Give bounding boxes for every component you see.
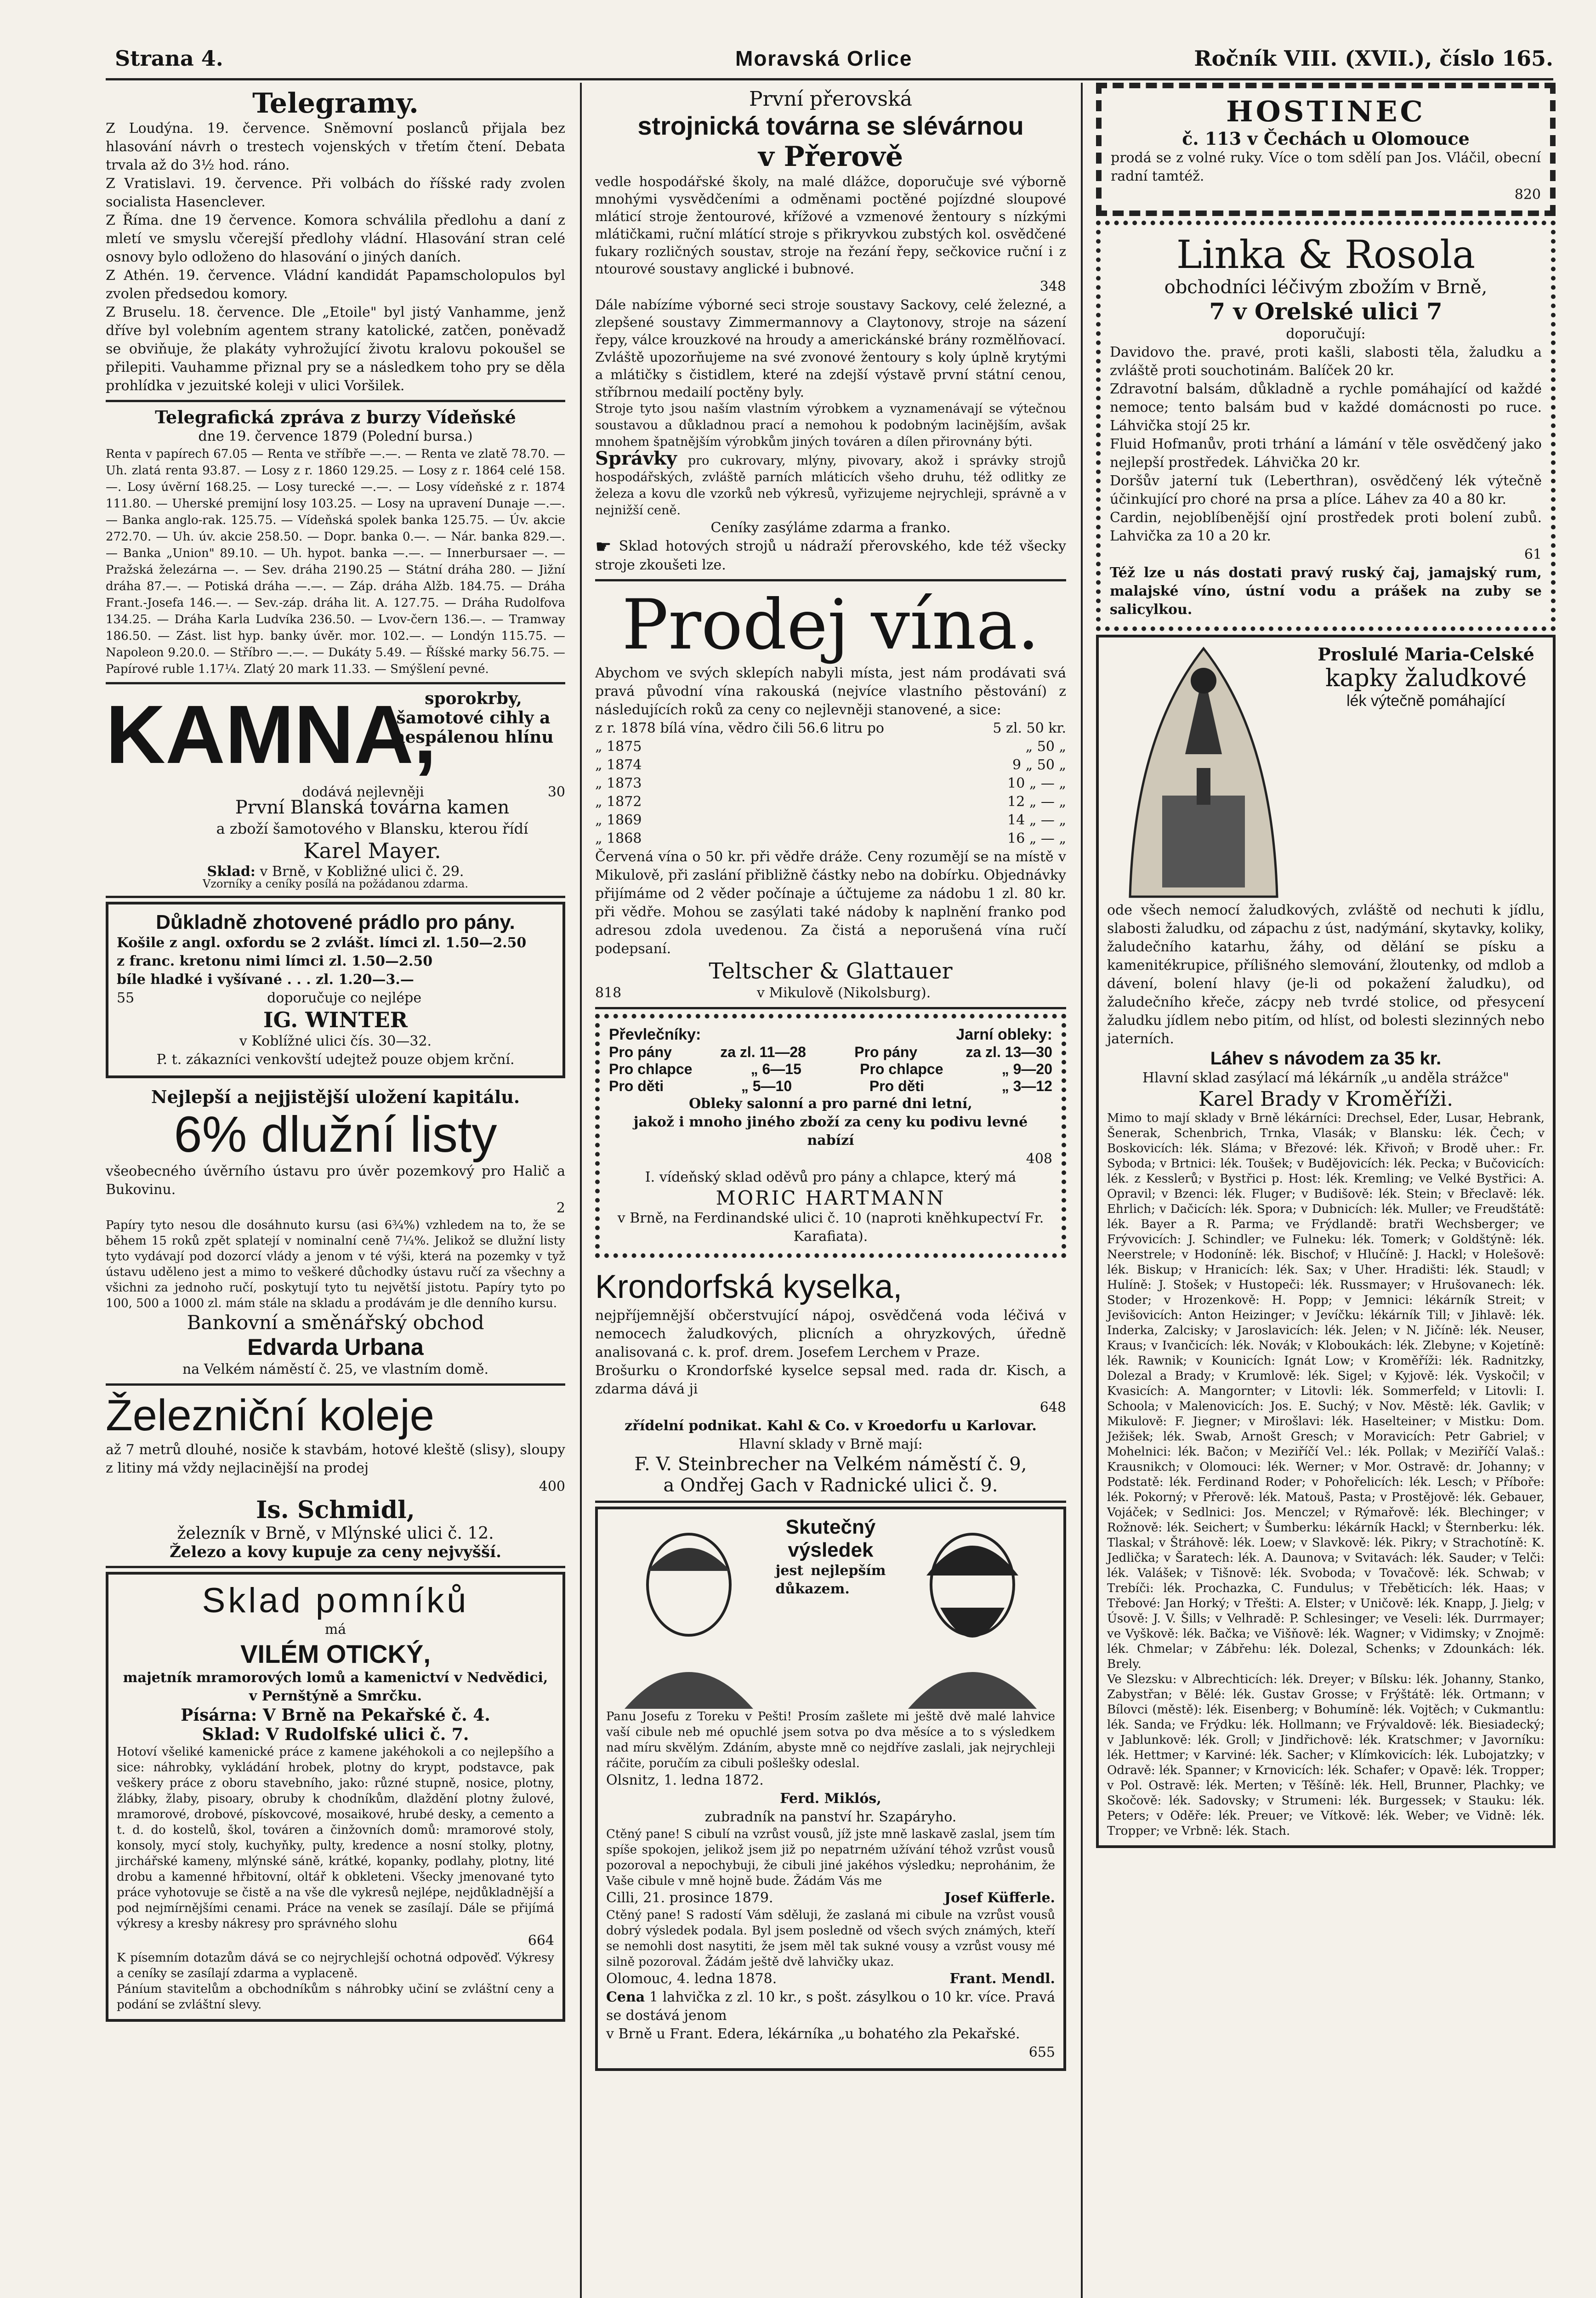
listy-text: Papíry tyto nesou dle dosáhnuto kursu (asi 6¾%) vzhledem na to, že se během 15 roků zpět splatejí v nominalní ceně 7¼%. Jelikož se dlužní listy tyto vydávají pod dozorcí vlády a jenom v té výši, která na pozemky v tyž ústavu uděleno jest a mimo to veškeré důchodky ústavu ručí za všechny a všichni za jednoho ručí, poskytují tyto tu největší jistotu. Papíry tyto po 100, 500 a 1000 zl. mám stále na skladu a prodávám je dle denního kursu.: [106, 1218, 565, 1310]
vino-row-price: 12 „ — „: [1007, 794, 1066, 810]
header-rule: [106, 78, 1553, 80]
kyselka-ad: [595, 1263, 1066, 1503]
telegram-item: Z Bruselu. 18. července. Dle „Etoile" byl jistý Vanhamme, jenž dříve byl volebním agentem strany katolické, zatčen, poněvadž se obviňuje, že plakáty vyhrožující životu kralovu pokoušel se přilepiti. Vauhamme přiznal pry se a následkem toho pry se děla prohlídka v jezuitské koleji v ulici Voršilek.: [106, 304, 565, 394]
pradlo-row: Košile z angl. oxfordu se 2 zvlášt. límci zl. 1.50—2.50: [117, 935, 527, 951]
pomniky-sub: majetník mramorových lomů a kamenictví v Nedvědici, v Pernštýně a Smrčku.: [123, 1670, 548, 1704]
tovarna-text-6: Ceníky zasýláme zdarma a franko.: [710, 520, 951, 536]
vysledek-ad: [595, 1507, 1066, 2071]
kamna-note: Vzorníky a ceníky posílá na požádanou zdarma.: [203, 877, 468, 890]
linka-item: Zdravotní balsám, důkladně a rychle pomáhající od každé nemoce; tento balsám bud v každé domácnosti po ruce. Láhvička stojí 25 kr.: [1110, 381, 1542, 434]
ad-number: 648: [1039, 1399, 1066, 1416]
linka-rec: doporučují:: [1286, 326, 1366, 342]
kapky-price: Láhev s návodem za 35 kr.: [1210, 1048, 1442, 1069]
hartmann-cell: Pro děti: [609, 1078, 664, 1094]
column-1: [106, 83, 565, 2298]
vysledek-text: Panu Josefu z Toreku v Pešti! Prosím zašlete mi ještě dvě malé lahvice vaší cibule neb mé opuchlé jsem sotva po dva měsíce a to s výsledkem nad míru skvělým. Zdáním, abyste mně co nejdříve zaslali, jak nejrychleji ráčite, poručím za cibuli pošlešky odeslal.: [606, 1710, 1055, 1770]
linka-item: Doršův jaterní tuk (Leberthran), osvědčený lék výtečně účinkující pro choré na prsa a plíce. Láhev za 40 a 80 kr.: [1110, 473, 1542, 507]
kyselka-z3: F. V. Steinbrecher na Velkém náměstí č. 9,: [634, 1454, 1027, 1475]
pradlo-ad: [106, 902, 565, 1078]
hartmann-cell: „ 5—10: [741, 1078, 792, 1094]
column-rule-1: [580, 83, 582, 2298]
column-3: [1096, 83, 1556, 2298]
ad-number: 664: [528, 1933, 554, 1949]
kapky-title-1: Proslulé Maria-Celské: [1318, 644, 1534, 665]
column-2: [595, 83, 1066, 2298]
telegramy-title: Telegramy.: [252, 87, 419, 119]
hartmann-firm: MORIC HARTMANN: [716, 1187, 946, 1209]
koleje-big-1: Železniční: [106, 1391, 307, 1440]
telegram-item: Z Říma. dne 19 července. Komora schválila předlohu a daní z mletí ve smyslu včerejší předlohy vládní. Hlasování stran celé osnovy bylo odloženo do hlasování o jiných daních.: [106, 212, 565, 265]
pradlo-rec: doporučuje co nejlépe: [267, 990, 422, 1006]
listy-sub: všeobecného úvěrního ústavu pro úvěr pozemkový pro Halič a Bukovinu.: [106, 1163, 565, 1198]
hartmann-cell: Pro chlapce: [860, 1061, 943, 1077]
kyselka-z2: Hlavní sklady v Brně mají:: [738, 1436, 923, 1452]
listy-ad: [106, 1082, 565, 1386]
kyselka-z1: zřídelní podnikat. Kahl & Co. v Kroedorfu u Karlovar.: [625, 1418, 1037, 1434]
pomniky-text-2: K písemním dotazům dává se co nejrychlejší ochotná odpověď. Výkresy a ceníky se zasílají zdarma a vyplaceně.: [117, 1951, 554, 1980]
hartmann-cell: za zl. 11—28: [720, 1044, 806, 1060]
pomniky-text-3: Páníum stavitelům a obchodníkům s náhrobky učiní se zvláštní ceny a podání se zvláštní slevy.: [117, 1982, 554, 2012]
kapky-title-2: kapky žaludkové: [1325, 665, 1527, 692]
kapky-text: ode všech nemocí žaludkových, zvláště od nechuti k jídlu, slabosti žaludku, od zápachu z úst, nadýmání, skytavky, koliky, žaludečního katarhu, žáhy, od dělání se písku a kamenitékrupice, přílišného slemování, žloutenky, od mdlob a dávení, bolení hlavy (je-li od pokažení žaludku), od žaludečního křeče, zácpy neb tvrdé stolice, od přesycení žaludku jídlem nebo pitím, od hlíst, od bolesti slezinných nebo jaterních.: [1107, 902, 1545, 1047]
kamna-sub: dodává nejlevněji: [302, 784, 424, 800]
koleje-foot: Železo a kovy kupuje za ceny nejvyšší.: [170, 1543, 501, 1561]
pradlo-row: bíle hladké i vyšívané . . . zl. 1.20—3.—: [117, 972, 414, 988]
kamna-sklad-address: v Brně, v Kobližné ulici č. 29.: [260, 864, 464, 880]
spravky-label: Správky: [595, 448, 677, 469]
portrait-after-image: [890, 1516, 1055, 1709]
kapky-title-3: lék výtečně pomáhající: [1346, 692, 1505, 710]
koleje-ad: [106, 1386, 565, 1568]
kamna-big: KAMNA,: [106, 688, 437, 781]
ad-number: 55: [117, 990, 135, 1006]
vysledek-sig-2: Cilli, 21. prosince 1879.: [606, 1890, 773, 1906]
ad-number: 820: [1514, 187, 1541, 203]
vysledek-sig-3: Olomouc, 4. ledna 1878.: [606, 1971, 777, 1987]
listy-big: 6% dlužní listy: [174, 1106, 497, 1163]
vino-firm: Teltscher & Glattauer: [709, 958, 953, 984]
linka-item: Davidovo the. pravé, proti kašli, slabosti těla, žaludku a zvláště proti souchotinám. Balíček 20 kr.: [1110, 344, 1542, 379]
vino-row-year: „ 1874: [595, 757, 642, 773]
vino-address: v Mikulově (Nikolsburg).: [756, 985, 931, 1001]
linka-item: Fluid Hofmanův, proti trhání a lámání v těle osvědčený jako nejlepší prostředek. Láhvička 20 kr.: [1110, 436, 1542, 471]
vino-row-year: „ 1868: [595, 830, 642, 847]
telegram-item: Z Athén. 19. července. Vládní kandidát Papamscholopulos byl zvolen předsedou komory.: [106, 267, 565, 302]
pomniky-sklad: Sklad: V Rudolfské ulici č. 7.: [202, 1725, 469, 1744]
hartmann-cell: za zl. 13—30: [966, 1044, 1052, 1060]
vino-text-2: Červená vína o 50 kr. při vědře dráže. Ceny rozumějí se na místě v Mikulově, při zaslání přibližně částky nebo na dobírku. Objednávky přijímáme od 2 věder počínaje a účtujeme za nádobu 1 zl. 80 kr. při vědře. Mohou se zasýlati také nádoby k naplnění franko pod adresou zdola uvedenou. Za čistá a neporušená vína ručí podepsaní.: [595, 849, 1066, 957]
hartmann-text-3: I. vídeňský sklad oděvů pro pány a chlapce, který má: [645, 1169, 1017, 1185]
vino-row-price: 5 zl. 50 kr.: [993, 720, 1066, 736]
linka-sub: obchodníci léčivým zbožím v Brně,: [1164, 277, 1488, 298]
kyselka-text-2: Brošurku o Krondorfské kyselce sepsal med. rada dr. Kisch, a zdarma dává ji: [595, 1363, 1066, 1397]
kamna-ad: [106, 684, 565, 898]
vysledek-sig-1: Olsnitz, 1. ledna 1872.: [606, 1772, 764, 1788]
vysledek-sub: jest nejlepším důkazem.: [775, 1563, 886, 1597]
hartmann-cell: Pro chlapce: [609, 1061, 693, 1077]
page-number: Strana 4.: [115, 46, 223, 71]
hostinec-ad: [1096, 83, 1556, 216]
vysledek-role-1: zubradník na panství hr. Szapáryho.: [704, 1809, 957, 1825]
pomniky-title: Sklad pomníků: [202, 1581, 469, 1620]
ad-number: 30: [547, 784, 565, 800]
vino-row-price: „ 50 „: [1025, 739, 1066, 755]
kamna-heading: sporokrby, šamotové cihly a nespálenou hlínu: [393, 689, 554, 747]
koleje-firm: Is. Schmidl,: [256, 1496, 415, 1524]
hartmann-cell: „ 3—12: [1001, 1078, 1052, 1094]
hartmann-cell: „ 9—20: [1001, 1061, 1052, 1077]
hartmann-cell: „ 6—15: [750, 1061, 801, 1077]
burse-text: Renta v papírech 67.05 — Renta ve stříbře —.—. — Renta ve zlatě 78.70. — Uh. zlatá renta 93.87. — Losy z r. 1860 129.25. — Losy z r. 1864 celé 158.—. Losy úvěrní 168.25. — Losy turecké —.—. — Losy vídeňské z r. 1874 111.80. — Uherské premijní losy 103.25. — Losy na upravení Dunaje —.—. — Banka anglo-rak. 125.75. — Vídeňská spolek banka 125.75. — Úv. akcie 272.70. — Uh. úv. akcie 258.50. — Dopr. banka 0.—. — Nár. banka 829.—. — Banka „Union" 89.10. — Uh. hypot. banka —.—. — Innerbursaer —. — Pražská železárna —. — Sev. dráha 2190.25 — Státní dráha 280. — Jižní dráha 87.—. — Potiská dráha —.—. — Záp. dráha Alžb. 184.75. — Dráha Frant.-Josefa 146.—. — Sev.-záp. dráha lit. A. 127.75. — Dráha Rudolfova 134.25. — Dráha Karla Ludvíka 236.50. — Lvov-čern 136.—. — Tramway 186.50. — Zást. list hyp. banky úvěr. mor. 102.—. — Londýn 115.75. — Napoleon 9.20.0. — Stříbro —.—. — Dukáty 5.49. — Říšské marky 56.75. — Papírové ruble 1.17¼. Zlatý 20 mark 11.33. — Smýšlení pevné.: [106, 447, 565, 676]
vino-ad: [595, 581, 1066, 1009]
vino-row-price: 9 „ 50 „: [1012, 757, 1066, 773]
column-rule-2: [1081, 83, 1083, 2298]
kapky-ad: [1096, 635, 1556, 1848]
ad-number: 818: [595, 985, 622, 1001]
tovarna-ad: [595, 83, 1066, 581]
vysledek-name-2: Josef Küfferle.: [944, 1890, 1055, 1906]
ad-number: 400: [539, 1479, 565, 1495]
tovarna-text-4: Stroje tyto jsou naším vlastním výrobkem a vyznamenávají se výtečnou soustavou a důkladnou prací a nemohou k podobným lacinějším, avšak mnohem špatnějším výrobkům jiných továren a dílen přirovnány býti.: [595, 402, 1066, 449]
vysledek-text-2: Ctěný pane! S cibulí na vzrůst vousů, jíž jste mně laskavě zaslal, jsem tím spíše spokojen, jelikož jsem již po nepatrném užívání téhož vzrůst vousů pozoroval a nepochybuji, že cibuli jiné jakéhos výsledku; neprohánim, že Vaše cibule v mně hojně bude. Žádám Vás me: [606, 1827, 1055, 1888]
tovarna-text-7: Sklad hotových strojů u nádraží přerovského, kde též všecky stroje zkoušeti lze.: [595, 538, 1066, 573]
ad-number: 61: [1524, 546, 1542, 563]
vino-row-price: 14 „ — „: [1007, 812, 1066, 828]
newspaper-title: Moravská Orlice: [735, 46, 913, 70]
vino-row-year: „ 1875: [595, 739, 642, 755]
pradlo-firm: IG. WINTER: [263, 1007, 408, 1032]
portrait-before-image: [606, 1516, 772, 1709]
listy-firm: Bankovní a směnářský obchod: [187, 1311, 484, 1334]
vino-row-year: „ 1869: [595, 812, 642, 828]
vysledek-cena-label: Cena: [606, 1989, 645, 2005]
kapky-list: Mimo to mají sklady v Brně lékárníci: Drechsel, Eder, Lusar, Hebrank, Šenerak, Schenbrich, Trnka, Vlasák; v Blansku: lék. Čech; v Boskovicích: lék. Sláma; v Březové: lék. Křivoň; v Brodě uher.: Fr. Syboda; v Brtnici: lék. Toušek; v Budějovicích: lék. Pecka; v Bučovicích: lék. z Kesslerů; v Bystřici p. Host: lék. Kremling; ve Velké Bystřici: A. Opravil; v Bzenci: lék. Fluger; v Budišově: lék. Stein; v Břeclavě: lék. Ehrlich; v Dačicích: lék. Spora; v Dubnicích: lék. Muller; ve Freudštátě: lék. Bayer a R. Parma; ve Frýdlandě: bratři Wechsberger; ve Frývovicích: J. Schindler; ve Fulneku: lék. Tomerk; v Goldštýně: lék. Neerstrele; v Hodoníně: lék. Bischof; v Hlučíně: J. Hackl; v Holešově: lék. Biskup; v Hranicích: lék. Sax; v Uher. Hradišti: lék. Staudl; v Hulíně: J. Stošek; v Hustopeči: lék. Russmayer; v Hrušovanech: lék. Stoder; v Hrozenkově: H. Popp; v Jemnici: lékárník Streit; v Jevišovicích: Anton Heizinger; v Jevíčku: lékárník Till; v Jihlavě: lék. Inderka, Zalcisky; v Jaroslavicích: lék. Jelen; v N. Jičíně: lék. Neuser, Kraus; v Ivančicích: lék. Novák; v Kloboukách: lék. Zlebyne; v Kojetíně: lék. Rawnik; v Kounicích: Ignát Low; v Kroměříži: lék. Radnitzky, Dolezal a Brady; v Krumlově: lék. Sigel; v Kyjově: lék. Vyskočil; v Kvasicích: A. Mangornter; v Litovli: lék. Sommerfeld; v Litovli: I. Schoola; v Malenovicích: Jos. E. Suchý; v Nov. Městě: lék. Gavlik; v Mikulově: F. Jiegner; v Mirošlavi: lék. Haselteiner; v Mistku: Dom. Ježišek; lék. Swab, Arnošt Gresch; v Moravicích: Petr Gabriel; v Mohelnici: lék. Bačon; v Meziříčí Vel.: lék. Pollak; v Meziříčí Valaš.: Krausnikch; v Olomouci: lék. Werner; v Mor. Ostravě: dr. Johanny; v Podstatě: lék. Ferdinand Roder; v Pohořelicích: lék. Lesch; v Příboře: lék. Pokorný; v Přerově: lék. Matouš, Pasta; v Prostějově: lék. Gebauer, Vojáček; v Sedlnici: Jos. Menczel; v Rýmařově: lék. Blechinger; v Rožnově: lék. Seichert; v Šumberku: lékárník Hackl; v Šternberku: lék. Tlaskal; v Štráhově: lék. Loew; v Slavkově: lék. Pikry; v Strachotíně: K. Jedlička; v Šaratech: lék. A. Daunova; v Svitavách: lék. Sauder; v Telči: lék. Valášek; v Tišnově: lék. Svoboda; v Tovačově: lék. Schwab; v Trebíči: lék. Prochazka, C. Fundulus; v Třeběticích: lék. Haas; v Třebové: Jan Horký; v Třešti: A. Elster; v Uničově: lék. Knapp, J. Jielg; v Úsově: J. V. Šills; v Velhradě: P. Schlesinger; ve Veseli: lék. Durrmayer; ve Vyškově: lék. Bačka; ve Višňově: lék. Wagner; v Vidimsky; v Znojmě: lék. Chmelar; v Zábřehu: lék. Dolezal, Schenks; v Zdounkách: lék. Brely.: [1107, 1111, 1545, 1671]
hartmann-cell: Pro pány: [854, 1044, 918, 1060]
kamna-owner: Karel Mayer.: [303, 838, 441, 863]
tovarna-text-2: Dále nabízíme výborné seci stroje soustavy Sackovy, celé železné, a zlepšené soustavy Zimmermannovy a Claytonovy, stroje na sázení řepy, válce krouzkové na hroudy a americkánské brány rozmělňovací.: [595, 297, 1066, 347]
hartmann-header-1: Převlečníky:: [609, 1026, 701, 1043]
vino-row-year: „ 1873: [595, 775, 642, 791]
telegram-item: Z Vratislavi. 19. července. Při volbách do říšské rady zvolen socialista Hasenclever.: [106, 176, 565, 210]
burse-date: dne 19. července 1879 (Polední bursa.): [198, 428, 473, 444]
telegramy-section: [106, 83, 565, 402]
kyselka-text: nejpříjemnější občerstvující nápoj, osvědčená voda léčivá v nemocech žaludkových, plicních a ohryzkových, úředně analisovaná c. k. prof. drem. Josefem Lerchem v Praze.: [595, 1308, 1066, 1360]
pomniky-ma: má: [324, 1621, 346, 1638]
tovarna-title: strojnická továrna se slévárnou: [637, 111, 1024, 140]
hartmann-text-2: jakož i mnoho jiného zboží za ceny ku podivu levné nabízí: [633, 1114, 1028, 1149]
vysledek-name-1: Ferd. Miklós,: [780, 1791, 881, 1807]
tovarna-text: vedle hospodářské školy, na malé dlážce, doporučuje své výborně mnohými vysvědčeními a odměnami poctěné pojízdné sloupové mláticí stroje žentourové, křížové a vzmenové žentoury s nízkými mlátičkami, ruční mlátící stroje s přikryvkou zubstých kol. osvědčené fukary rozličných soustav, stroje na řezání řepy, sečkovice ruční i z ntourové soustavy anglické i bubnové.: [595, 174, 1066, 277]
kapky-list-2: Ve Slezsku: v Albrechticích: lék. Dreyer; v Bílsku: lék. Johanny, Stanko, Zabystřan; v Bělé: lék. Gustav Grosse; v Frýštátě: lék. Ortmann; v Bílovci (městě): lék. Eisenberg; v Bohumíně: lék. Vojtěch; v Cukmantlu: lék. Sanda; ve Frýdku: lék. Hollmann; ve Frývaldově: lék. Biesiadecký; v Jablunkově: lék. Groll; v Jindřichově: lék. Kratschmer; v Javorníku: lék. Hettmer; v Karviné: lék. Sacher; v Klímkovicích: lék. Lubojatzky; v Odravě: lék. Spanner; v Krnovicích: lék. Schafer; v Opavě: lék. Tropper; v Pol. Ostravě: lék. Merten; v Těšíně: lék. Hell, Brunner, Plachky; ve Skočově: lék. Sadovsky; v Strumeni: lék. Burgessek; v Stauku: lék. Peters; v Oděře: lék. Preuer; ve Vítkově: lék. Weber; ve Vidně: lék. Tropper; ve Vrbně: lék. Stach.: [1107, 1672, 1545, 1838]
linka-foot: Též lze u nás dostati pravý ruský čaj, jamajský rum, malajské víno, ústní vodu a prášek na zuby se salicylkou.: [1110, 565, 1542, 618]
pointing-hand-icon: ☛: [595, 536, 612, 557]
ad-number: 348: [1039, 279, 1066, 295]
pomniky-ad: [106, 1572, 565, 2022]
vysledek-text-3: Ctěný pane! S radostí Vám sděluji, že zaslaná mi cibule na vzrůst vousů dobrý výsledek podala. Byl jsem posledně od všech svých známých, kteří se nemohli dost nasytiti, že jsem měl tak sukné vousy a vzrůst vousy mé silně pozoroval. Žádám ještě dvě lahvičky ukaz.: [606, 1908, 1055, 1969]
pradlo-title: Důkladně zhotovené prádlo pro pány.: [156, 911, 515, 933]
hartmann-text-1: Obleky salonní a pro parné dni letní,: [689, 1096, 972, 1112]
koleje-big-2: koleje: [319, 1391, 435, 1440]
tovarna-city: v Přerově: [758, 141, 903, 173]
kyselka-z4: a Ondřej Gach v Radnické ulici č. 9.: [663, 1475, 998, 1496]
hostinec-title: HOSTINEC: [1226, 95, 1426, 128]
koleje-text: až 7 metrů dlouhé, nosiče k stavbám, hotové kleště (slisy), sloupy z litiny má vždy nejlacinější na prodej: [106, 1442, 565, 1476]
vino-text: Abychom ve svých sklepích nabyli místa, jest nám prodávati svá pravá původní vína rakouská (nejvíce vlastního pěstování) z následujících roků za ceny co nejlevněji stanovené, a sice:: [595, 665, 1066, 718]
listy-address: na Velkém náměstí č. 25, ve vlastním domě.: [182, 1361, 489, 1377]
pradlo-row: z franc. kretonu nimi límci zl. 1.50—2.50: [117, 953, 433, 969]
volume-number: Ročník VIII. (XVII.), číslo 165.: [1194, 46, 1553, 71]
page-header: [106, 37, 1553, 78]
tovarna-text-5: pro cukrovary, mlýny, pivovary, akož i správky strojů hospodářských, zvláště parních mláticích všeho druhu, též odlitky ze železa a kovu dle vzorků neb výkresů, vyřizujeme nejrychleji, správně a v nejnižší ceně.: [595, 454, 1066, 518]
linka-item: Cardin, nejoblíbenější ojní prostředek proti bolení zubů. Lahvička za 10 a 20 kr.: [1110, 510, 1542, 544]
hartmann-cell: Pro děti: [869, 1078, 924, 1094]
kamna-firm2: a zboží šamotového v Blansku, kterou řídí: [216, 820, 528, 837]
kamna-firm: První Blanská továrna kamen: [235, 797, 510, 818]
vino-row-price: 10 „ — „: [1007, 775, 1066, 791]
vysledek-name-3: Frant. Mendl.: [949, 1971, 1055, 1987]
linka-address: 7 v Orelské ulici 7: [1209, 298, 1443, 325]
madonna-church-image: [1107, 644, 1300, 901]
koleje-address: železník v Brně, v Mlýnské ulici č. 12.: [177, 1524, 494, 1543]
vino-title: Prodej vína.: [622, 585, 1039, 665]
vysledek-text-4: 1 lahvička z zl. 10 kr., s pošt. zásylkou o 10 kr. více. Pravá se dostává jenom: [606, 1989, 1055, 2024]
linka-ad: [1096, 221, 1556, 631]
tovarna-text-3: Zvláště upozorňujeme na své zvonové žentoury s koly úplně krytými a mlátičky s čistidlem, které na zdejší výstavě první státní cenou, stříbrnou medailí poctěny byly.: [595, 349, 1066, 400]
ad-number: 655: [1028, 2044, 1055, 2060]
kamna-sklad-label: Sklad:: [207, 864, 256, 880]
hartmann-address: v Brně, na Ferdinandské ulici č. 10 (naproti kněhkupectví Fr. Karafiata).: [617, 1210, 1044, 1245]
kyselka-big: Krondorfská kyselka,: [595, 1268, 903, 1305]
pomniky-pisarna: Písárna: V Brně na Pekařské č. 4.: [181, 1706, 490, 1725]
vino-row-year: „ 1872: [595, 794, 642, 810]
kapky-hlavni-sklad: Hlavní sklad zasýlací má lékárník „u anděla strážce": [1142, 1070, 1509, 1086]
listy-title: Nejlepší a nejjistější uložení kapitálu.: [151, 1086, 520, 1107]
hartmann-ad: [595, 1014, 1066, 1258]
pradlo-address: v Koblížné ulici čís. 30—32.: [239, 1033, 432, 1049]
listy-owner: Edvarda Urbana: [247, 1334, 424, 1360]
vino-row-year: z r. 1878 bílá vína, vědro čili 56.6 litru po: [595, 720, 884, 736]
burse-section: [106, 402, 565, 684]
tovarna-pre: První přerovská: [749, 87, 912, 111]
hartmann-header-2: Jarní obleky:: [956, 1026, 1052, 1043]
vysledek-title: Skutečný výsledek: [785, 1516, 876, 1561]
pomniky-text: Hotoví všeliké kamenické práce z kamene jakéhokoli a co nejlepšího a sice: náhrobky, vykládání hrobek, plotny do krypt, podstavce, pak veškery práce z oboru stavebního, jako: různé stupně, nosice, plotny, žlábky, žlaby, pisoary, obruby k chodníkům, dlaždění plotny žulové, mramorové, drobové, pískovcové, mosaikové, hrubé desky, a cemento a t. d. do kostelů, škol, továren a činžovních domů: mramorové stoly, konsoly, mycí stoly, kuchyňky, pulty, kredence a nosní stolky, plotny, jirchářské kameny, mlýnské sáně, krátké, kopanky, podlahy, plotny, lité drobu a kamenné hřbitovní, oltář k obkleteni. Všecky jmenované tyto práce vyhotovuje se čistě a na vše dle vykresů nejlépe, nejdůkladnější a pod nejmírnějšími cenami. Práce na venek se zasílají. Dále se přijímá výkresy a kresby nákresy pro správného slohu: [117, 1745, 554, 1931]
pradlo-foot: P. t. zákazníci venkovští udejtež pouze objem krční.: [156, 1052, 515, 1068]
hostinec-text: prodá se z volné ruky. Více o tom sdělí pan Jos. Vláčil, obecní radní tamtéž.: [1111, 150, 1541, 184]
ad-number: 2: [556, 1200, 565, 1216]
hartmann-cell: Pro pány: [609, 1044, 672, 1060]
ad-number: 408: [1026, 1151, 1052, 1167]
hostinec-number: č. 113 v Čechách u Olomouce: [1182, 128, 1470, 149]
vino-row-price: 16 „ — „: [1007, 830, 1066, 847]
kapky-owner: Karel Brady v Kroměříži.: [1198, 1087, 1454, 1111]
telegram-item: Z Loudýna. 19. července. Sněmovní poslanců přijala bez hlasování návrh o trestech vojenských v třetím čtení. Debata trvala až do 3½ hod. ráno.: [106, 120, 565, 173]
burse-title: Telegrafická zpráva z burzy Vídeňské: [155, 407, 516, 427]
linka-title: Linka & Rosola: [1176, 232, 1476, 277]
vysledek-text-5: v Brně u Frant. Edera, lékárníka „u bohatého zla Pekařské.: [606, 2026, 1020, 2042]
pomniky-owner: VILÉM OTICKÝ,: [240, 1639, 431, 1668]
